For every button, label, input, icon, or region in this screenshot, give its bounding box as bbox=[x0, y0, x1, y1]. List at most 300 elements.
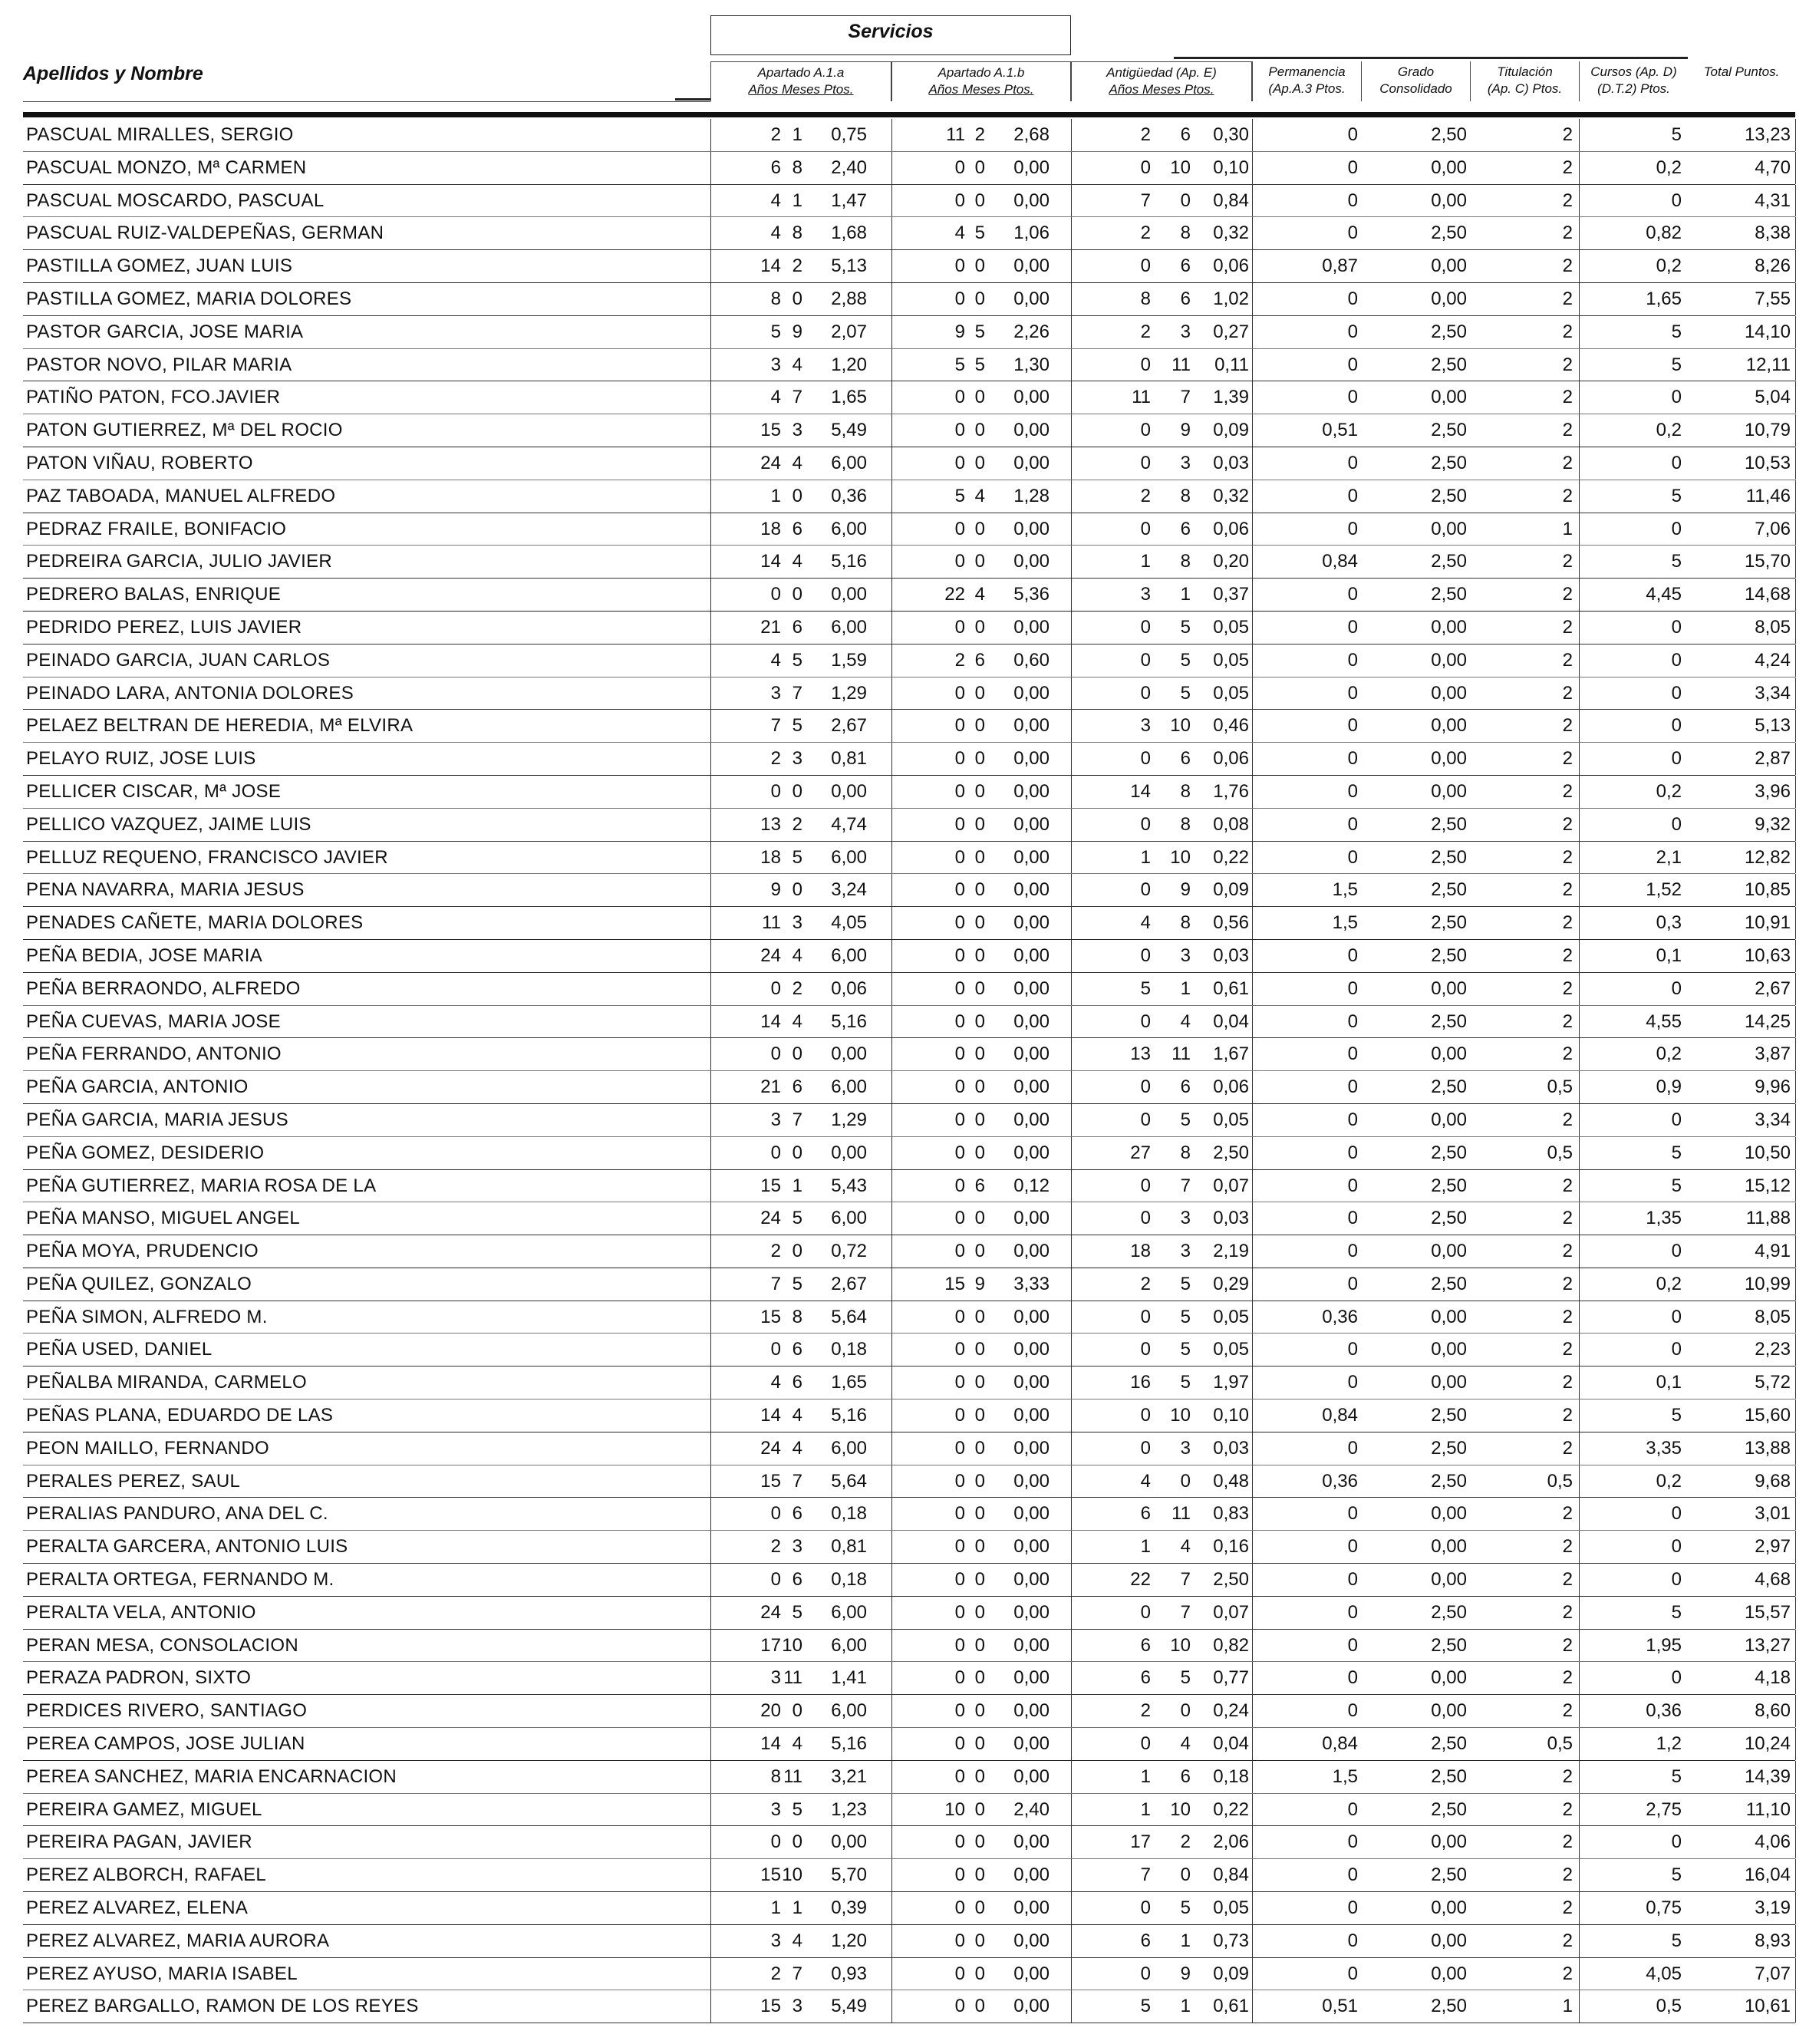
cell-permanencia: 0 bbox=[1347, 945, 1358, 966]
column-divider bbox=[1579, 1597, 1580, 1629]
cell-name: PEÑA MANSO, MIGUEL ANGEL bbox=[26, 1208, 301, 1229]
cell-a1b-months: 0 bbox=[974, 1700, 985, 1722]
cell-name: PAZ TABOADA, MANUEL ALFREDO bbox=[26, 485, 336, 506]
column-divider bbox=[1252, 1268, 1253, 1301]
cell-a1b-years: 0 bbox=[954, 420, 965, 441]
cell-ant-years: 18 bbox=[1130, 1241, 1151, 1262]
cell-permanencia: 0 bbox=[1347, 616, 1358, 638]
column-divider bbox=[1071, 874, 1072, 906]
column-divider bbox=[1252, 119, 1253, 151]
column-divider bbox=[710, 677, 711, 710]
cell-a1b-points: 0,00 bbox=[1013, 682, 1050, 704]
column-divider bbox=[1579, 414, 1580, 447]
column-divider bbox=[1252, 1367, 1253, 1399]
cell-a1b-points: 0,00 bbox=[1013, 420, 1050, 441]
cell-a1a-points: 1,59 bbox=[831, 649, 867, 671]
column-divider bbox=[1252, 874, 1253, 906]
table-row bbox=[23, 1170, 1795, 1203]
cell-a1a-points: 6,00 bbox=[831, 1076, 867, 1098]
cell-titulacion: 2 bbox=[1562, 780, 1573, 802]
cell-name: PASCUAL MONZO, Mª CARMEN bbox=[26, 157, 307, 178]
cell-ant-points: 1,97 bbox=[1213, 1372, 1249, 1393]
cell-ant-years: 0 bbox=[1140, 1010, 1151, 1032]
cell-ant-months: 5 bbox=[1180, 1897, 1191, 1919]
cell-ant-months: 11 bbox=[1171, 354, 1191, 375]
cell-titulacion: 2 bbox=[1562, 1601, 1573, 1623]
column-divider bbox=[891, 316, 892, 348]
cell-a1a-years: 2 bbox=[770, 124, 781, 145]
cell-ant-months: 6 bbox=[1180, 518, 1191, 539]
cell-a1a-months: 0 bbox=[792, 1700, 802, 1722]
cell-titulacion: 2 bbox=[1562, 485, 1573, 506]
cell-permanencia: 0,51 bbox=[1322, 1996, 1358, 2017]
cell-titulacion: 2 bbox=[1562, 1208, 1573, 1229]
column-divider bbox=[891, 1597, 892, 1629]
cell-ant-years: 2 bbox=[1140, 485, 1151, 506]
cell-permanencia: 0 bbox=[1347, 485, 1358, 506]
total-header-title: Total Puntos. bbox=[1703, 64, 1780, 79]
column-divider bbox=[891, 1531, 892, 1563]
a1b-header-title: Apartado A.1.b bbox=[938, 65, 1025, 80]
cell-a1a-points: 1,65 bbox=[831, 387, 867, 408]
cell-total: 4,31 bbox=[1755, 190, 1791, 211]
column-divider bbox=[1795, 579, 1796, 611]
cell-cursos: 0 bbox=[1671, 1667, 1682, 1689]
column-divider bbox=[1795, 612, 1796, 644]
cell-ant-years: 0 bbox=[1140, 682, 1151, 704]
cell-a1a-months: 10 bbox=[782, 1634, 802, 1656]
cell-cursos: 0 bbox=[1671, 1831, 1682, 1853]
column-divider bbox=[1579, 217, 1580, 249]
cell-cursos: 0,5 bbox=[1656, 1996, 1682, 2017]
cell-name: PERALES PEREZ, SAUL bbox=[26, 1470, 241, 1492]
cell-cursos: 0 bbox=[1671, 1503, 1682, 1525]
column-divider bbox=[710, 185, 711, 217]
cell-titulacion: 2 bbox=[1562, 1536, 1573, 1558]
column-divider bbox=[891, 1662, 892, 1694]
column-divider bbox=[710, 1761, 711, 1793]
cell-ant-points: 0,04 bbox=[1213, 1010, 1249, 1032]
cell-a1a-years: 2 bbox=[770, 1963, 781, 1984]
cell-ant-points: 0,84 bbox=[1213, 190, 1249, 211]
column-divider bbox=[1795, 940, 1796, 972]
column-divider bbox=[1252, 1826, 1253, 1858]
cell-grado: 2,50 bbox=[1431, 945, 1467, 966]
cell-a1b-months: 0 bbox=[974, 616, 985, 638]
cell-a1a-years: 0 bbox=[770, 1569, 781, 1591]
cell-a1a-years: 24 bbox=[760, 1437, 781, 1459]
cell-a1b-months: 0 bbox=[974, 748, 985, 770]
cell-total: 16,04 bbox=[1744, 1864, 1791, 1886]
cell-grado: 2,50 bbox=[1431, 1405, 1467, 1426]
cell-ant-months: 10 bbox=[1170, 1405, 1191, 1426]
cell-a1a-months: 2 bbox=[792, 813, 802, 835]
cell-a1a-years: 14 bbox=[760, 256, 781, 277]
column-divider bbox=[891, 1990, 892, 2023]
cell-ant-years: 4 bbox=[1140, 1470, 1151, 1492]
cell-a1b-months: 0 bbox=[974, 1405, 985, 1426]
cell-a1a-points: 6,00 bbox=[831, 1634, 867, 1656]
cell-a1a-points: 5,64 bbox=[831, 1306, 867, 1327]
cell-permanencia: 0,51 bbox=[1322, 420, 1358, 441]
cell-a1a-years: 21 bbox=[760, 616, 781, 638]
column-divider bbox=[1071, 940, 1072, 972]
column-divider bbox=[1071, 776, 1072, 808]
cell-a1a-months: 5 bbox=[792, 1798, 802, 1820]
column-divider bbox=[891, 1006, 892, 1038]
column-divider bbox=[1579, 513, 1580, 546]
column-divider bbox=[891, 940, 892, 972]
column-divider bbox=[1579, 152, 1580, 184]
cell-a1b-points: 0,00 bbox=[1013, 1241, 1050, 1262]
cell-a1a-years: 15 bbox=[760, 1306, 781, 1327]
cell-cursos: 1,35 bbox=[1646, 1208, 1682, 1229]
cell-grado: 0,00 bbox=[1431, 1700, 1467, 1722]
column-divider bbox=[1579, 940, 1580, 972]
cell-ant-months: 5 bbox=[1180, 1273, 1191, 1294]
cell-grado: 0,00 bbox=[1431, 1372, 1467, 1393]
cell-name: PELAYO RUIZ, JOSE LUIS bbox=[26, 748, 256, 770]
cell-permanencia: 0 bbox=[1347, 1667, 1358, 1689]
cell-a1a-years: 3 bbox=[770, 1667, 781, 1689]
cell-total: 14,68 bbox=[1744, 584, 1791, 605]
column-divider bbox=[710, 381, 711, 414]
cell-a1a-months: 8 bbox=[792, 157, 802, 178]
cell-name: PEDRERO BALAS, ENRIQUE bbox=[26, 584, 282, 605]
cell-a1a-months: 9 bbox=[792, 321, 802, 342]
cell-name: PERALTA GARCERA, ANTONIO LUIS bbox=[26, 1536, 348, 1558]
cell-ant-years: 0 bbox=[1140, 649, 1151, 671]
cell-a1a-months: 4 bbox=[792, 354, 802, 375]
column-divider bbox=[891, 152, 892, 184]
column-divider bbox=[1795, 1301, 1796, 1334]
cell-ant-months: 6 bbox=[1180, 1765, 1191, 1787]
cell-ant-months: 4 bbox=[1180, 1010, 1191, 1032]
column-divider bbox=[1071, 414, 1072, 447]
column-divider bbox=[710, 546, 711, 578]
table-row bbox=[23, 776, 1795, 809]
cell-ant-months: 5 bbox=[1180, 1306, 1191, 1327]
cell-ant-points: 0,05 bbox=[1213, 1339, 1249, 1360]
column-divider bbox=[710, 349, 711, 381]
cell-a1a-points: 0,81 bbox=[831, 1536, 867, 1558]
cell-ant-months: 9 bbox=[1180, 879, 1191, 901]
column-divider bbox=[1252, 546, 1253, 578]
cell-a1b-points: 0,00 bbox=[1013, 1043, 1050, 1065]
cell-total: 11,10 bbox=[1745, 1798, 1791, 1820]
cell-titulacion: 2 bbox=[1562, 387, 1573, 408]
column-divider bbox=[1795, 546, 1796, 578]
cell-cursos: 5 bbox=[1671, 1930, 1682, 1951]
table-row bbox=[23, 1761, 1795, 1794]
table-row bbox=[23, 1137, 1795, 1170]
cell-cursos: 0 bbox=[1671, 387, 1682, 408]
cell-a1a-years: 0 bbox=[770, 584, 781, 605]
cell-name: PEREIRA PAGAN, JAVIER bbox=[26, 1831, 252, 1853]
cell-a1a-months: 1 bbox=[792, 1897, 802, 1919]
table-row bbox=[23, 1202, 1795, 1235]
column-divider bbox=[891, 349, 892, 381]
cell-grado: 0,00 bbox=[1431, 977, 1467, 999]
cell-a1b-years: 0 bbox=[954, 1405, 965, 1426]
cell-a1a-years: 0 bbox=[770, 780, 781, 802]
cell-a1b-points: 3,33 bbox=[1013, 1273, 1050, 1294]
cell-a1b-points: 0,00 bbox=[1013, 190, 1050, 211]
cell-a1b-points: 0,00 bbox=[1013, 1569, 1050, 1591]
cell-grado: 2,50 bbox=[1431, 1798, 1467, 1820]
column-divider bbox=[1071, 1170, 1072, 1202]
cell-cursos: 0,9 bbox=[1656, 1076, 1682, 1098]
cell-a1b-points: 0,00 bbox=[1013, 1996, 1050, 2017]
cell-ant-points: 0,16 bbox=[1213, 1536, 1249, 1558]
column-divider bbox=[710, 874, 711, 906]
table-row bbox=[23, 1794, 1795, 1827]
cell-a1b-years: 0 bbox=[954, 157, 965, 178]
cell-a1a-points: 0,36 bbox=[831, 485, 867, 506]
cell-ant-months: 8 bbox=[1180, 223, 1191, 244]
cell-a1b-months: 0 bbox=[974, 1667, 985, 1689]
permanencia-column-header bbox=[1252, 61, 1361, 101]
cell-a1a-years: 0 bbox=[770, 1142, 781, 1163]
cell-a1a-months: 2 bbox=[792, 977, 802, 999]
cell-cursos: 5 bbox=[1671, 1765, 1682, 1787]
table-row bbox=[23, 677, 1795, 710]
cell-ant-months: 3 bbox=[1180, 1208, 1191, 1229]
column-divider bbox=[710, 283, 711, 315]
column-divider bbox=[1252, 1202, 1253, 1235]
cell-a1a-months: 5 bbox=[792, 649, 802, 671]
column-divider bbox=[891, 1301, 892, 1334]
cell-a1a-months: 7 bbox=[792, 387, 802, 408]
cell-a1a-points: 0,75 bbox=[831, 124, 867, 145]
cell-permanencia: 0 bbox=[1347, 649, 1358, 671]
cell-ant-months: 5 bbox=[1180, 649, 1191, 671]
column-divider bbox=[891, 1104, 892, 1136]
cell-a1a-years: 15 bbox=[760, 1470, 781, 1492]
cell-a1b-points: 0,00 bbox=[1013, 813, 1050, 835]
cell-a1b-points: 0,00 bbox=[1013, 1733, 1050, 1755]
cell-ant-years: 4 bbox=[1140, 912, 1151, 934]
servicios-header-box bbox=[710, 15, 1071, 55]
column-divider bbox=[710, 1367, 711, 1399]
cell-a1a-years: 0 bbox=[770, 1503, 781, 1525]
column-divider bbox=[891, 874, 892, 906]
column-divider bbox=[1579, 1630, 1580, 1662]
cell-a1a-years: 7 bbox=[770, 715, 781, 737]
cell-permanencia: 1,5 bbox=[1332, 1765, 1358, 1787]
cell-a1b-years: 0 bbox=[954, 1536, 965, 1558]
column-divider bbox=[1252, 185, 1253, 217]
cell-a1b-years: 11 bbox=[946, 124, 965, 145]
column-divider bbox=[1252, 1990, 1253, 2023]
cell-ant-years: 6 bbox=[1140, 1634, 1151, 1656]
cell-a1b-years: 0 bbox=[954, 190, 965, 211]
cell-permanencia: 0 bbox=[1347, 288, 1358, 309]
cell-a1b-months: 0 bbox=[974, 1043, 985, 1065]
column-divider bbox=[1579, 1498, 1580, 1530]
cell-a1b-points: 0,00 bbox=[1013, 945, 1050, 966]
column-divider bbox=[1252, 743, 1253, 775]
grado-header-title: Grado bbox=[1397, 64, 1435, 79]
cell-a1b-points: 0,00 bbox=[1013, 1601, 1050, 1623]
cell-cursos: 1,52 bbox=[1646, 879, 1682, 901]
column-divider bbox=[891, 907, 892, 939]
cell-permanencia: 0,84 bbox=[1322, 1733, 1358, 1755]
cell-grado: 0,00 bbox=[1431, 1831, 1467, 1853]
cell-total: 5,04 bbox=[1755, 387, 1791, 408]
table-row bbox=[23, 381, 1795, 414]
cell-grado: 0,00 bbox=[1431, 518, 1467, 539]
cell-a1a-years: 4 bbox=[770, 649, 781, 671]
cell-name: PELLUZ REQUENO, FRANCISCO JAVIER bbox=[26, 846, 388, 868]
cell-a1a-points: 2,67 bbox=[831, 715, 867, 737]
column-divider bbox=[891, 710, 892, 742]
column-divider bbox=[891, 776, 892, 808]
cell-a1b-years: 0 bbox=[954, 879, 965, 901]
cell-a1a-years: 7 bbox=[770, 1273, 781, 1294]
cell-name: PEDRAZ FRAILE, BONIFACIO bbox=[26, 518, 287, 539]
cell-a1b-years: 0 bbox=[954, 1634, 965, 1656]
cell-ant-years: 0 bbox=[1140, 420, 1151, 441]
cell-a1a-points: 6,00 bbox=[831, 616, 867, 638]
cell-a1a-months: 8 bbox=[792, 1306, 802, 1327]
cell-a1b-years: 0 bbox=[954, 1765, 965, 1787]
cell-a1a-years: 24 bbox=[760, 1601, 781, 1623]
cell-total: 13,27 bbox=[1744, 1634, 1791, 1656]
cell-a1a-points: 0,72 bbox=[831, 1241, 867, 1262]
table-row bbox=[23, 250, 1795, 283]
column-divider bbox=[891, 546, 892, 578]
cell-a1b-years: 0 bbox=[954, 256, 965, 277]
cell-total: 7,55 bbox=[1755, 288, 1791, 309]
cell-grado: 0,00 bbox=[1431, 1963, 1467, 1984]
cell-a1a-months: 4 bbox=[792, 452, 802, 473]
cell-a1a-months: 5 bbox=[792, 1273, 802, 1294]
column-divider bbox=[891, 579, 892, 611]
cell-name: PASTOR NOVO, PILAR MARIA bbox=[26, 354, 292, 375]
column-divider bbox=[891, 1859, 892, 1891]
cell-total: 11,46 bbox=[1745, 485, 1791, 506]
cell-cursos: 0 bbox=[1671, 1339, 1682, 1360]
column-divider bbox=[1071, 119, 1072, 151]
column-divider bbox=[1252, 513, 1253, 546]
cell-a1b-years: 0 bbox=[954, 518, 965, 539]
cell-ant-months: 3 bbox=[1180, 452, 1191, 473]
cell-a1a-points: 6,00 bbox=[831, 1437, 867, 1459]
column-divider bbox=[1071, 1597, 1072, 1629]
column-divider bbox=[710, 1990, 711, 2023]
cell-name: PASCUAL MIRALLES, SERGIO bbox=[26, 124, 294, 145]
column-divider bbox=[1795, 447, 1796, 480]
column-divider bbox=[1579, 119, 1580, 151]
column-divider bbox=[1252, 250, 1253, 282]
column-divider bbox=[1252, 1794, 1253, 1826]
cell-a1a-points: 3,24 bbox=[831, 879, 867, 901]
column-divider bbox=[891, 1071, 892, 1103]
cell-a1b-months: 0 bbox=[974, 682, 985, 704]
cell-a1a-points: 0,00 bbox=[831, 1831, 867, 1853]
cell-ant-points: 0,10 bbox=[1213, 1405, 1249, 1426]
table-row bbox=[23, 546, 1795, 579]
cell-grado: 2,50 bbox=[1431, 354, 1467, 375]
cell-total: 10,85 bbox=[1744, 879, 1791, 901]
table-row bbox=[23, 1564, 1795, 1597]
cell-ant-months: 5 bbox=[1180, 1339, 1191, 1360]
column-divider bbox=[1795, 1399, 1796, 1432]
cell-ant-years: 2 bbox=[1140, 1700, 1151, 1722]
cell-ant-points: 0,05 bbox=[1213, 616, 1249, 638]
cell-ant-months: 1 bbox=[1180, 584, 1191, 605]
cell-a1b-months: 0 bbox=[974, 1930, 985, 1951]
column-divider bbox=[1579, 1170, 1580, 1202]
cell-ant-years: 0 bbox=[1140, 1175, 1151, 1196]
cell-a1a-points: 4,05 bbox=[831, 912, 867, 934]
column-divider bbox=[1071, 1399, 1072, 1432]
cell-grado: 0,00 bbox=[1431, 190, 1467, 211]
cell-titulacion: 2 bbox=[1562, 354, 1573, 375]
cell-permanencia: 0 bbox=[1347, 223, 1358, 244]
cell-permanencia: 0 bbox=[1347, 1241, 1358, 1262]
cell-a1b-years: 0 bbox=[954, 387, 965, 408]
column-divider bbox=[1579, 1990, 1580, 2023]
cell-name: PEÑA SIMON, ALFREDO M. bbox=[26, 1306, 268, 1327]
cell-ant-years: 0 bbox=[1140, 256, 1151, 277]
cell-total: 13,88 bbox=[1744, 1437, 1791, 1459]
column-divider bbox=[1579, 1531, 1580, 1563]
cell-a1b-years: 15 bbox=[944, 1273, 965, 1294]
column-divider bbox=[891, 743, 892, 775]
cell-cursos: 4,05 bbox=[1646, 1963, 1682, 1984]
cell-a1a-months: 0 bbox=[792, 485, 802, 506]
cell-grado: 2,50 bbox=[1431, 1142, 1467, 1163]
cell-a1b-points: 0,00 bbox=[1013, 1667, 1050, 1689]
cell-total: 4,24 bbox=[1755, 649, 1791, 671]
column-divider bbox=[1795, 743, 1796, 775]
column-divider bbox=[710, 1235, 711, 1268]
cell-ant-years: 0 bbox=[1140, 1405, 1151, 1426]
cell-a1b-years: 0 bbox=[954, 1831, 965, 1853]
cell-total: 10,99 bbox=[1744, 1273, 1791, 1294]
column-divider bbox=[1795, 1958, 1796, 1990]
column-divider bbox=[710, 579, 711, 611]
cell-total: 3,96 bbox=[1755, 780, 1791, 802]
table-row bbox=[23, 1498, 1795, 1531]
cell-a1a-points: 5,16 bbox=[831, 1010, 867, 1032]
cell-ant-months: 1 bbox=[1180, 977, 1191, 999]
cell-ant-points: 0,06 bbox=[1213, 1076, 1249, 1098]
cell-a1a-points: 6,00 bbox=[831, 1601, 867, 1623]
cell-permanencia: 0 bbox=[1347, 190, 1358, 211]
table-row bbox=[23, 1038, 1795, 1071]
cell-total: 10,53 bbox=[1744, 452, 1791, 473]
cell-permanencia: 0 bbox=[1347, 682, 1358, 704]
cell-ant-months: 4 bbox=[1180, 1733, 1191, 1755]
cell-a1a-points: 1,23 bbox=[831, 1798, 867, 1820]
column-divider bbox=[891, 1334, 892, 1366]
cell-name: PEÑA BERRAONDO, ALFREDO bbox=[26, 977, 301, 999]
cell-a1b-years: 0 bbox=[954, 1503, 965, 1525]
column-divider bbox=[1579, 874, 1580, 906]
column-divider bbox=[1795, 842, 1796, 874]
table-row bbox=[23, 1662, 1795, 1695]
cell-a1a-months: 6 bbox=[792, 616, 802, 638]
cell-titulacion: 2 bbox=[1562, 1273, 1573, 1294]
cell-permanencia: 0 bbox=[1347, 1339, 1358, 1360]
column-divider bbox=[891, 1630, 892, 1662]
table-row bbox=[23, 185, 1795, 218]
cell-permanencia: 0 bbox=[1347, 780, 1358, 802]
cell-total: 4,68 bbox=[1755, 1569, 1791, 1591]
